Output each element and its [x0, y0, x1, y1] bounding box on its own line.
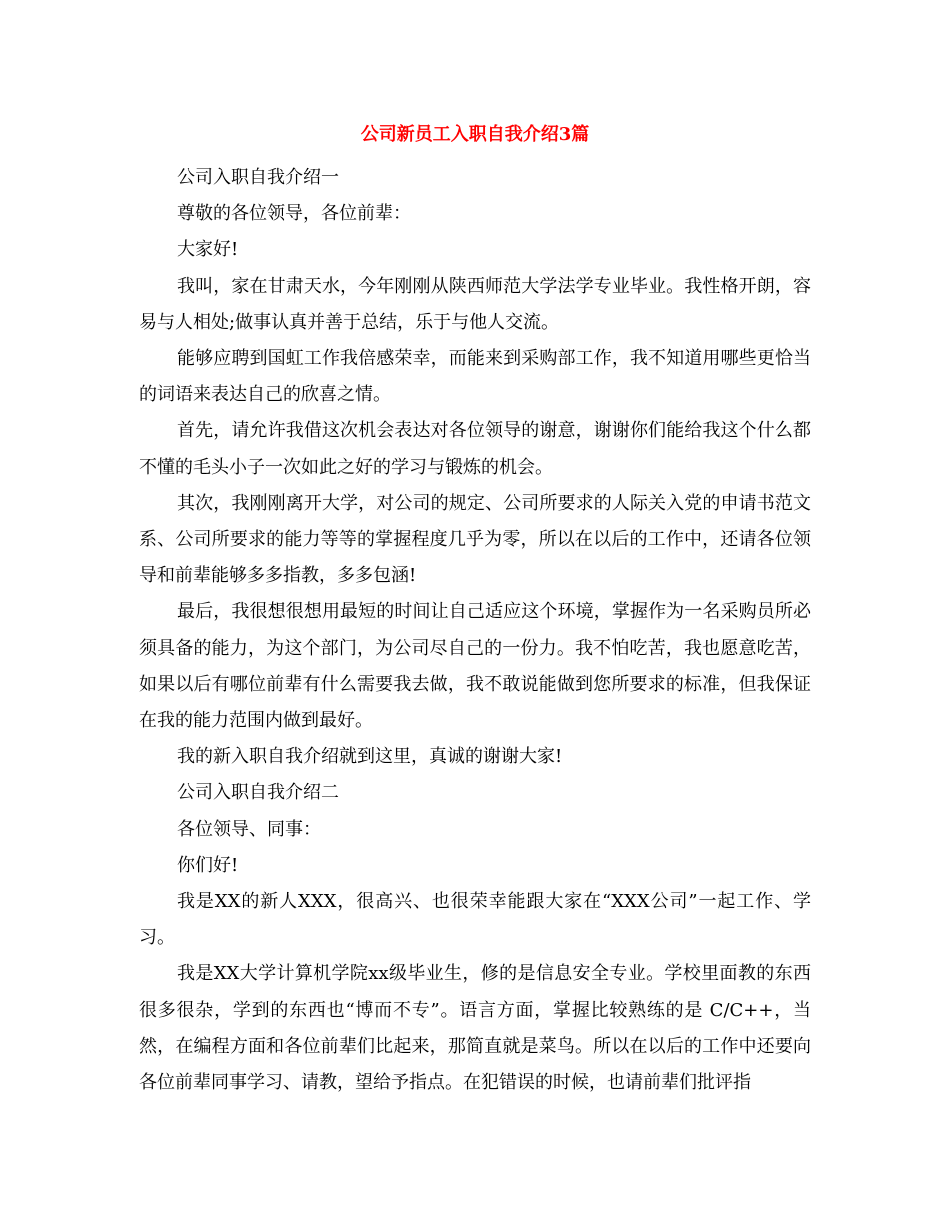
- paragraph: 公司入职自我介绍一: [177, 167, 339, 188]
- paragraph: 我叫，家在甘肃天水，今年刚刚从陕西师范大学法学专业毕业。我性格开朗，容易与人相处;做事认真并善于总结，乐于与他人交流。: [139, 275, 811, 333]
- paragraph: 你们好!: [177, 854, 239, 876]
- paragraph: 我是XX大学计算机学院xx级毕业生，修的是信息安全专业。学校里面教的东西很多很杂，学到的东西也“博而不专”。语言方面，掌握比较熟练的是 C/C++，当然，在编程方面和各位前辈们比起来，那简直就是菜鸟。所以在以后的工作中还要向各位前辈同事学习、请教，望给予指点。在犯错误的时候，也请前辈们批评指: [139, 963, 811, 1094]
- paragraph: 尊敬的各位领导，各位前辈：: [177, 203, 411, 225]
- paragraph: 大家好!: [177, 239, 239, 261]
- paragraph: 我是XX的新人XXX，很高兴、也很荣幸能跟大家在“XXX公司”一起工作、学习。: [139, 891, 811, 949]
- paragraph: 能够应聘到国虹工作我倍感荣幸，而能来到采购部工作，我不知道用哪些更恰当的词语来表达自己的欣喜之情。: [139, 348, 811, 406]
- paragraph: 首先，请允许我借这次机会表达对各位领导的谢意，谢谢你们能给我这个什么都不懂的毛头小子一次如此之好的学习与锻炼的机会。: [139, 420, 811, 478]
- paragraph: 各位领导、同事：: [177, 818, 321, 840]
- document-title: 公司新员工入职自我介绍3篇: [360, 124, 590, 145]
- document-body: [139, 160, 811, 1101]
- paragraph: 公司入职自我介绍二: [177, 782, 339, 804]
- paragraph: 我的新入职自我介绍就到这里，真诚的谢谢大家!: [177, 746, 563, 768]
- paragraph: 最后，我很想很想用最短的时间让自己适应这个环境，掌握作为一名采购员所必须具备的能力，为这个部门，为公司尽自己的一份力。我不怕吃苦，我也愿意吃苦，如果以后有哪位前辈有什么需要我去做，我不敢说能做到您所要求的标准，但我保证在我的能力范围内做到最好。: [139, 601, 811, 732]
- paragraph: 其次，我刚刚离开大学，对公司的规定、公司所要求的人际关入党的申请书范文系、公司所要求的能力等等的掌握程度几乎为零，所以在以后的工作中，还请各位领导和前辈能够多多指教，多多包涵!: [139, 492, 811, 587]
